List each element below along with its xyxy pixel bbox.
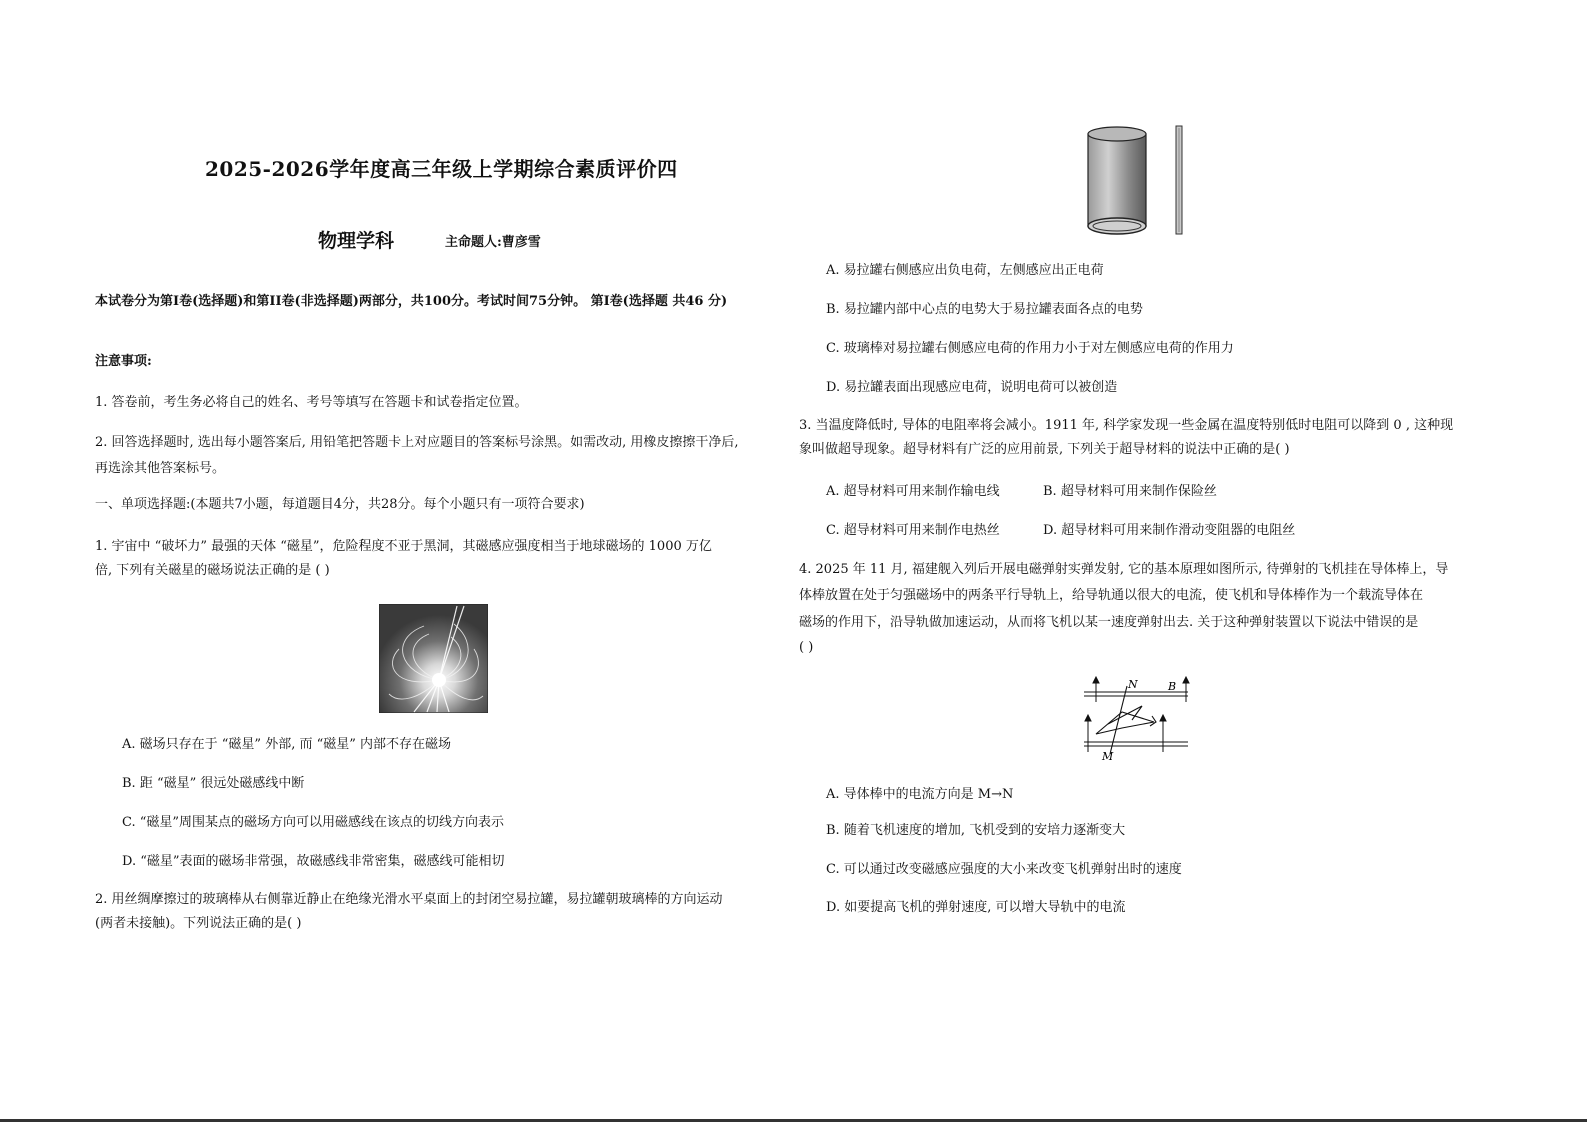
q3-option-a: A. 超导材料可用来制作输电线 [826, 484, 1000, 499]
q4-option-c: C. 可以通过改变磁感应强度的大小来改变飞机弹射出时的速度 [826, 862, 1182, 877]
exam-title: 2025-2026学年度高三年级上学期综合素质评价四 [205, 157, 678, 181]
q4-stem-line1: 4. 2025 年 11 月, 福建舰入列后开展电磁弹射实弹发射, 它的基本原理如图所示, 待弹射的飞机挂在导体棒上，导 [799, 562, 1449, 577]
note-item-2: 2. 回答选择题时, 选出每小题答案后, 用铅笔把答题卡上对应题目的答案标号涂黑。如需改动, 用橡皮擦擦干净后, [95, 435, 739, 450]
q4-option-b: B. 随着飞机速度的增加, 飞机受到的安培力逐渐变大 [826, 823, 1126, 838]
q4-stem-line3: 磁场的作用下，沿导轨做加速运动，从而将飞机以某一速度弹射出去. 关于这种弹射装置以下说法中错误的是 [799, 615, 1419, 630]
q4-option-a: A. 导体棒中的电流方向是 M→N [826, 787, 1014, 802]
q2-option-a: A. 易拉罐右侧感应出负电荷，左侧感应出正电荷 [826, 263, 1104, 278]
q2-stem-line2: (两者未接触)。下列说法正确的是( ) [95, 916, 302, 931]
q2-option-c: C. 玻璃棒对易拉罐右侧感应电荷的作用力小于对左侧感应电荷的作用力 [826, 341, 1234, 356]
q2-option-d: D. 易拉罐表面出现感应电荷，说明电荷可以被创造 [826, 380, 1118, 395]
q1-option-d: D. “磁星”表面的磁场非常强，故磁感线非常密集，磁感线可能相切 [122, 854, 505, 869]
q2-stem-line1: 2. 用丝绸摩擦过的玻璃棒从右侧靠近静止在绝缘光滑水平桌面上的封闭空易拉罐，易拉罐朝玻璃棒的方向运动 [95, 892, 723, 907]
label-b: B [1168, 680, 1177, 693]
magnetar-image [379, 604, 488, 713]
q3-stem-line1: 3. 当温度降低时, 导体的电阻率将会减小。1911 年, 科学家发现一些金属在温度特别低时电阻可以降到 0 , 这种现 [799, 418, 1454, 433]
notes-heading: 注意事项: [95, 354, 152, 369]
note-item-2-cont: 再选涂其他答案标号。 [95, 461, 226, 476]
section-heading: 一、单项选择题:(本题共7小题，每道题目4分，共28分。每个小题只有一项符合要求) [95, 497, 585, 512]
q3-option-c: C. 超导材料可用来制作电热丝 [826, 523, 1000, 538]
q1-option-c: C. “磁星”周围某点的磁场方向可以用磁感线在该点的切线方向表示 [122, 815, 505, 830]
q4-stem-line2: 体棒放置在处于匀强磁场中的两条平行导轨上，给导轨通以很大的电流，使飞机和导体棒作为一个载流导体在 [799, 588, 1424, 603]
q4-option-d: D. 如要提高飞机的弹射速度, 可以增大导轨中的电流 [826, 900, 1126, 915]
q1-option-b: B. 距 “磁星” 很远处磁感线中断 [122, 776, 305, 791]
catapult-diagram [1082, 676, 1192, 762]
can-and-rod-image [1080, 122, 1192, 240]
q1-stem-line1: 1. 宇宙中 “破坏力” 最强的天体 “磁星”，危险程度不亚于黑洞，其磁感应强度相当于地球磁场的 1000 万亿 [95, 539, 712, 554]
label-n: N [1128, 678, 1138, 691]
q2-option-b: B. 易拉罐内部中心点的电势大于易拉罐表面各点的电势 [826, 302, 1143, 317]
q4-stem-line4: ( ) [799, 640, 814, 655]
q1-option-a: A. 磁场只存在于 “磁星” 外部, 而 “磁星” 内部不存在磁场 [122, 737, 452, 752]
q3-option-d: D. 超导材料可用来制作滑动变阻器的电阻丝 [1043, 523, 1296, 538]
q3-stem-line2: 象叫做超导现象。超导材料有广泛的应用前景, 下列关于超导材料的说法中正确的是( ) [799, 442, 1290, 457]
q3-option-b: B. 超导材料可用来制作保险丝 [1043, 484, 1217, 499]
exam-intro: 本试卷分为第I卷(选择题)和第II卷(非选择题)两部分，共100分。考试时间75分钟。 第I卷(选择题 共46 分) [95, 294, 728, 309]
note-item-1: 1. 答卷前，考生务必将自己的姓名、考号等填写在答题卡和试卷指定位置。 [95, 395, 528, 410]
q1-stem-line2: 倍, 下列有关磁星的磁场说法正确的是 ( ) [95, 563, 330, 578]
label-m: M [1102, 750, 1114, 762]
question-setter: 主命题人:曹彦雪 [445, 235, 541, 250]
subject-title: 物理学科 [318, 230, 395, 252]
